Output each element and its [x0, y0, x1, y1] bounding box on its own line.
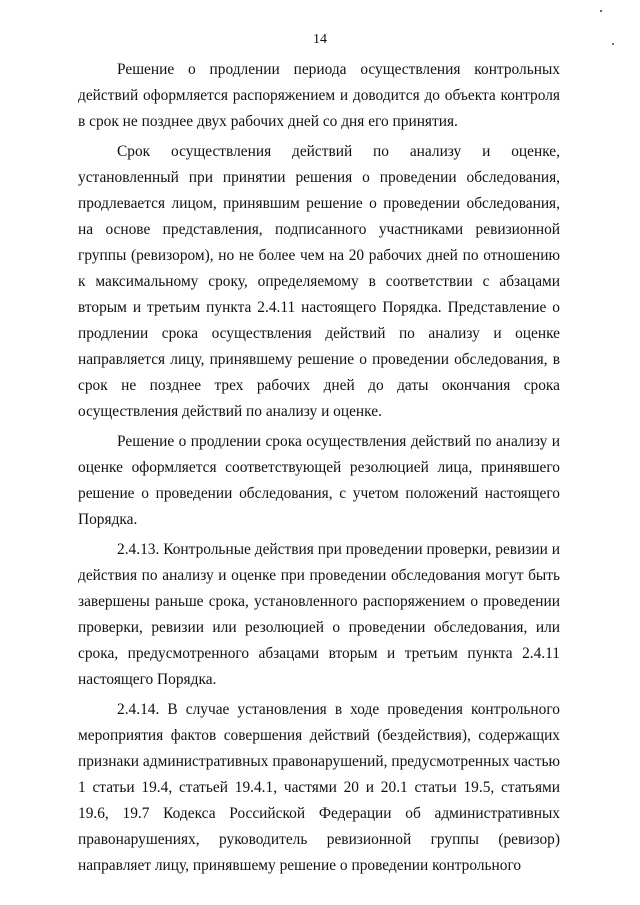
- document-body: [78, 57, 560, 883]
- paragraph-extension-period-decision: Решение о продлении периода осуществления контрольных действий оформляется распоряжением и доводится до объекта контроля в срок не позднее двух рабочих дней со дня его принятия.: [78, 61, 560, 130]
- paragraph-clause-2-4-14: 2.4.14. В случае установления в ходе проведения контрольного мероприятия фактов совершения действий (бездействия), содержащих признаки административных правонарушений, предусмотренных частью 1 статьи 19.4, статьей 19.4.1, частями 20 и 20.1 статьи 19.5, статьями 19.6, 19.7 Кодекса Российской Федерации об административных правонарушениях, руководитель ревизионной группы (ревизор) направляет лицу, принявшему решение о проведении контрольного: [78, 701, 560, 874]
- paragraph-analysis-extension-resolution: Решение о продлении срока осуществления действий по анализу и оценке оформляется соответствующей резолюцией лица, принявшего решение о проведении обследования, с учетом положений настоящего Порядка.: [78, 433, 560, 528]
- paragraph-clause-2-4-13: 2.4.13. Контрольные действия при проведении проверки, ревизии и действия по анализу и оценке при проведении обследования могут быть завершены раньше срока, установленного распоряжением о проведении проверки, ревизии или резолюцией о проведении обследования, или срока, предусмотренного абзацами вторым и третьим пункта 2.4.11 настоящего Порядка.: [78, 541, 560, 688]
- scan-speck: [600, 10, 602, 12]
- page-number: 14: [313, 32, 327, 47]
- paragraph-analysis-term-extension: Срок осуществления действий по анализу и оценке, установленный при принятии решения о проведении обследования, продлевается лицом, принявшим решение о проведении обследования, на основе представления, подписанного участниками ревизионной группы (ревизором), но не более чем на 20 рабочих дней по отношению к максимальному сроку, определяемому в соответствии с абзацами вторым и третьим пункта 2.4.11 настоящего Порядка. Представление о продлении срока осуществления действий по анализу и оценке направляется лицу, принявшему решение о проведении обследования, в срок не позднее трех рабочих дней до даты окончания срока осуществления действий по анализу и оценке.: [78, 143, 560, 420]
